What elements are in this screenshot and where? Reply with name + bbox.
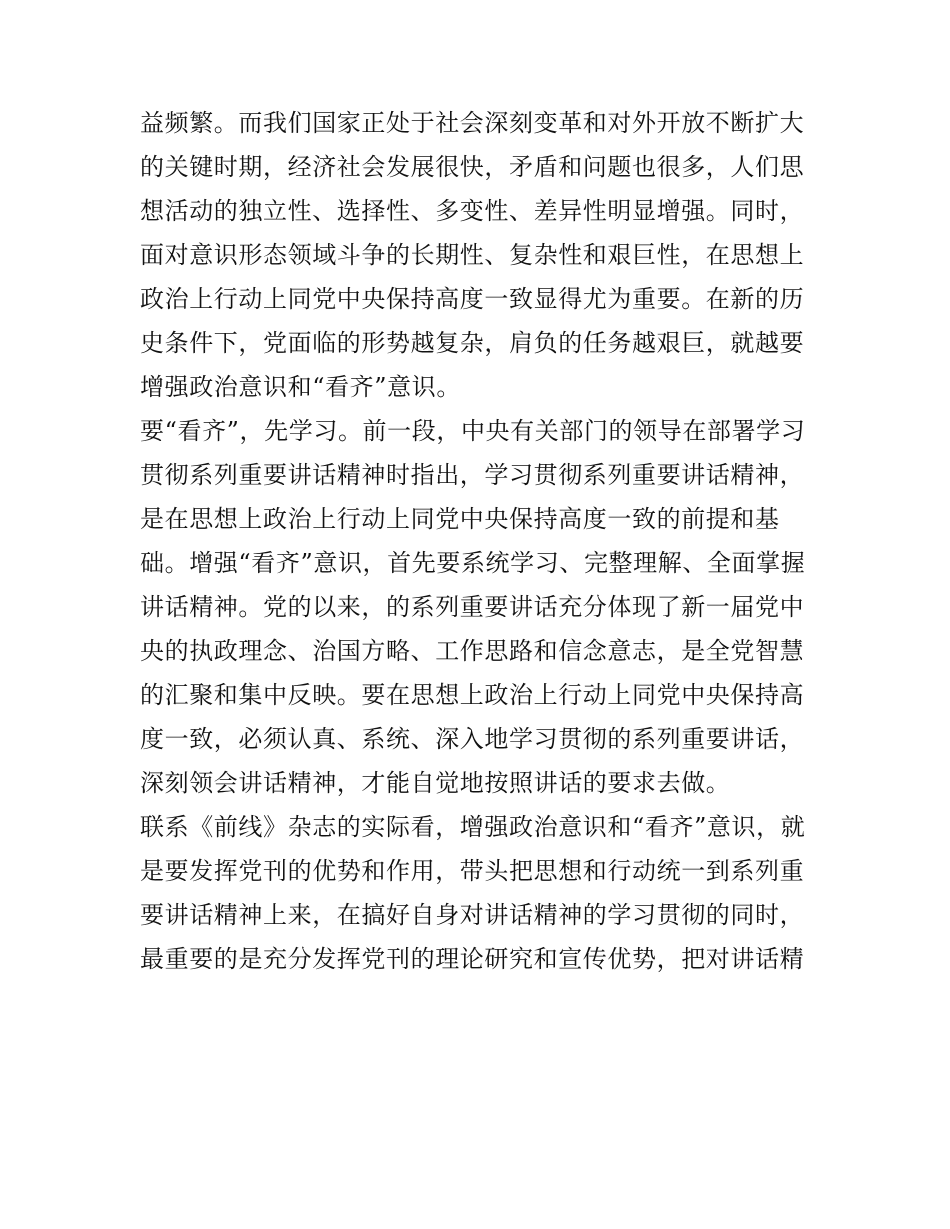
text-line: 央的执政理念、治国方略、工作思路和信念意志，是全党智慧 [140, 637, 805, 665]
text-line: 增强政治意识和“看齐”意识。 [140, 373, 461, 401]
document-body-text [140, 101, 820, 981]
text-line: 讲话精神。党的以来，的系列重要讲话充分体现了新一届党中 [140, 593, 805, 621]
text-line: 联系《前线》杂志的实际看，增强政治意识和“看齐”意识，就 [140, 813, 806, 841]
text-line: 要讲话精神上来，在搞好自身对讲话精神的学习贯彻的同时， [140, 901, 805, 929]
text-line: 想活动的独立性、选择性、多变性、差异性明显增强。同时， [140, 197, 805, 225]
text-line: 础。增强“看齐”意识，首先要系统学习、完整理解、全面掌握 [140, 549, 806, 577]
text-line: 度一致，必须认真、系统、深入地学习贯彻的系列重要讲话， [140, 725, 805, 753]
text-line: 益频繁。而我们国家正处于社会深刻变革和对外开放不断扩大 [140, 109, 805, 137]
text-line: 是在思想上政治上行动上同党中央保持高度一致的前提和基 [140, 505, 780, 533]
text-line: 深刻领会讲话精神，才能自觉地按照讲话的要求去做。 [140, 769, 731, 797]
text-line: 的汇聚和集中反映。要在思想上政治上行动上同党中央保持高 [140, 681, 805, 709]
text-line: 面对意识形态领域斗争的长期性、复杂性和艰巨性，在思想上 [140, 241, 805, 269]
text-line: 最重要的是充分发挥党刊的理论研究和宣传优势，把对讲话精 [140, 945, 805, 973]
text-line: 要“看齐”，先学习。前一段，中央有关部门的领导在部署学习 [140, 417, 806, 445]
text-line: 是要发挥党刊的优势和作用，带头把思想和行动统一到系列重 [140, 857, 805, 885]
text-line: 史条件下，党面临的形势越复杂，肩负的任务越艰巨，就越要 [140, 329, 805, 357]
text-line: 政治上行动上同党中央保持高度一致显得尤为重要。在新的历 [140, 285, 805, 313]
text-line: 的关键时期，经济社会发展很快，矛盾和问题也很多，人们思 [140, 153, 805, 181]
text-line: 贯彻系列重要讲话精神时指出，学习贯彻系列重要讲话精神， [140, 461, 805, 489]
